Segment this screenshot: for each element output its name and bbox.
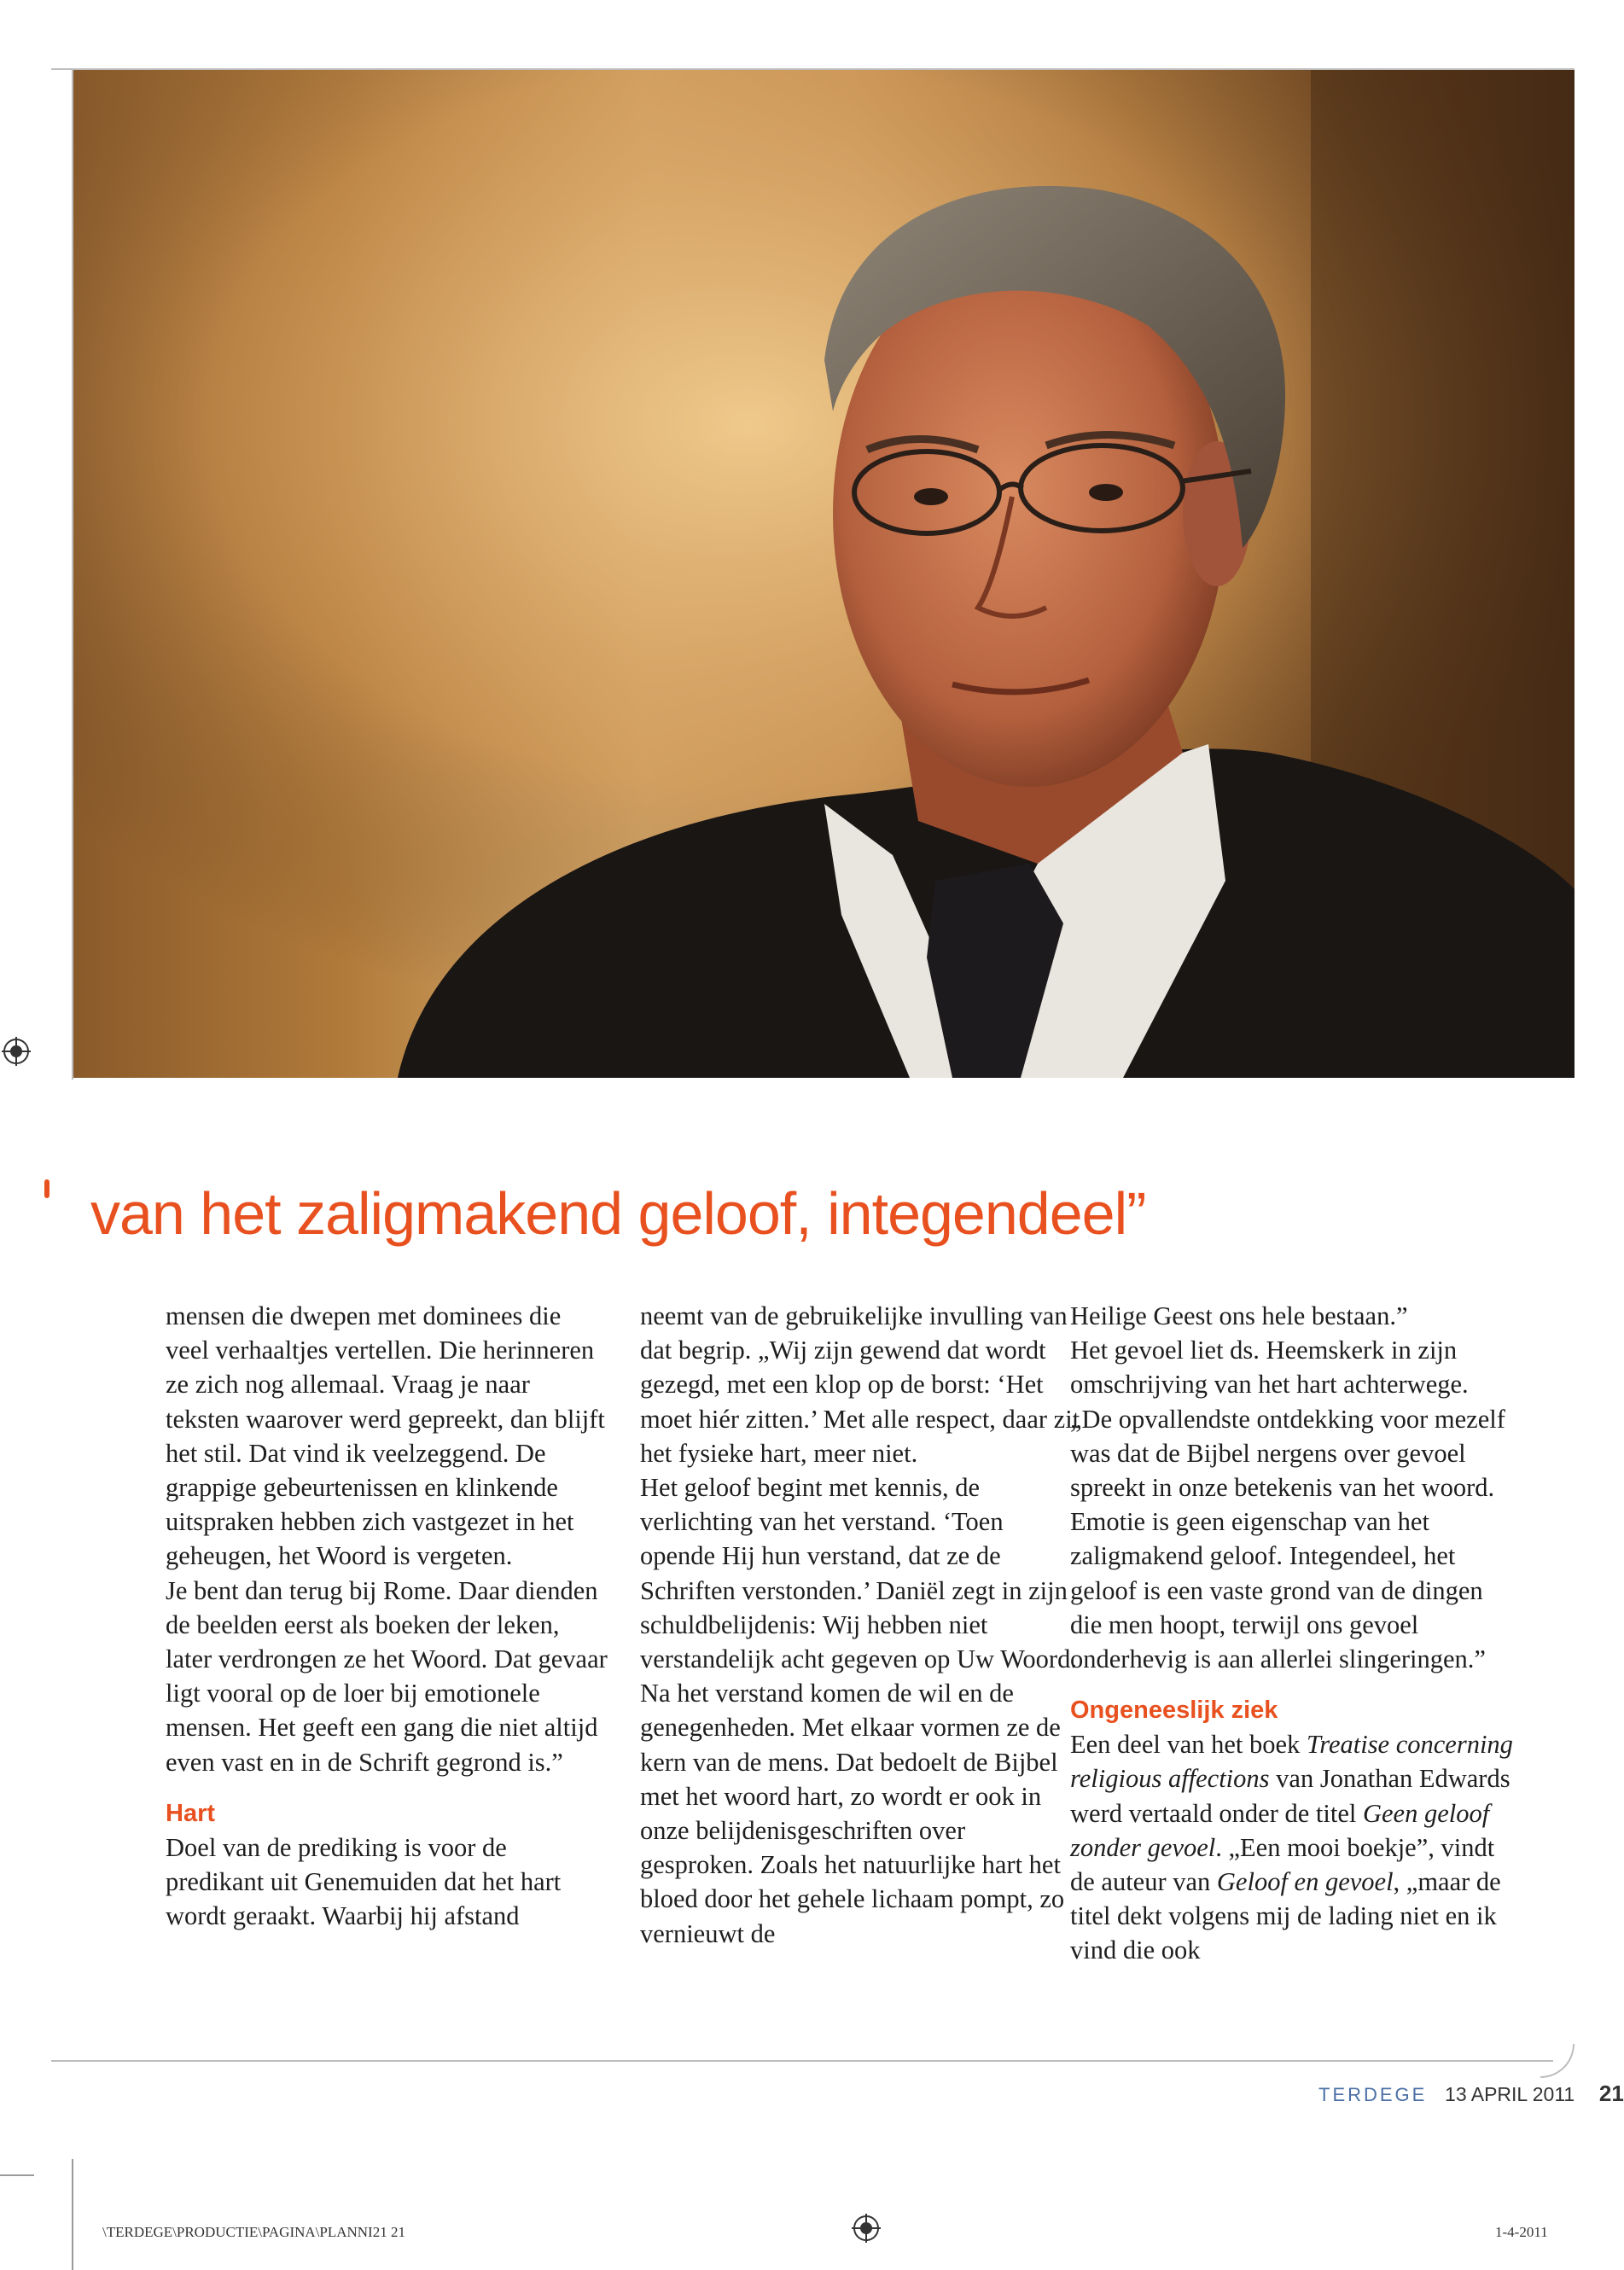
text-run: Een deel van het boek [1070, 1730, 1307, 1760]
portrait-photo [73, 70, 1575, 1078]
text-column-2 [640, 1299, 1084, 1951]
text-run: van Jonathan Edwards werd vertaald onder de titel [1070, 1764, 1510, 1828]
page-frame-corner [1540, 2044, 1575, 2078]
text-column-1 [166, 1299, 609, 1933]
subheading-hart: Hart [166, 1799, 216, 1827]
paragraph: Het gevoel liet ds. Heemskerk in zijn omschrijving van het hart achterwege. „De opvallendste ontdekking voor mezelf was dat de Bijbel nergens over gevoel spreekt in onze betekenis van het woord. Emotie is geen eigenschap van het zaligmakend geloof. Integendeel, het geloof is een vaste grond van de dingen die men hoopt, terwijl ons gevoel onderhevig is aan allerlei slingeringen.” [1070, 1336, 1505, 1674]
book-title: Treatise concerning religious affections [1070, 1730, 1513, 1794]
book-title: Geloof en gevoel [1216, 1867, 1394, 1897]
text-run: . „Een mooi boekje”, vindt de auteur van [1070, 1832, 1495, 1897]
text-run: , „maar de titel dekt volgens mij de lading niet en ik vind die ook [1070, 1867, 1501, 1965]
paragraph: Je bent dan terug bij Rome. Daar dienden de beelden eerst als boeken der leken, later verdrongen ze het Woord. Dat gevaar ligt vooral op de loer bij emotionele mensen. Het geeft een gang die niet altijd even vast en in de Schrift gegrond is.” [166, 1575, 608, 1777]
paragraph: mensen die dwepen met dominees die veel verhaaltjes vertellen. Die herinneren ze zich nog allemaal. Vraag je naar teksten waarover werd gepreekt, dan blijft het stil. Dat vind ik veelzeggend. De grappige gebeurtenissen en klinkende uitspraken hebben zich vastgezet in het geheugen, het Woord is vergeten. [166, 1301, 605, 1571]
paragraph: Heilige Geest ons hele bestaan.” [1070, 1301, 1408, 1330]
paragraph: neemt van de gebruikelijke invulling van dat begrip. „Wij zijn gewend dat wordt gezegd, met een klop op de borst: ‘Het moet hiér zitten.’ Met alle respect, daar zit het fysieke hart, meer niet. [640, 1301, 1080, 1468]
page-number: 21 [1598, 2081, 1624, 2106]
text-column-3 [1070, 1299, 1514, 1968]
portrait-illustration [73, 70, 1575, 1078]
book-title: Geen geloof zonder gevoel [1070, 1798, 1490, 1862]
paragraph [1070, 1727, 1514, 1967]
issue-date: 13 APRIL 2011 [1445, 2083, 1575, 2105]
paragraph: Het geloof begint met kennis, de verlichting van het verstand. ‘Toen opende Hij hun verstand, dat ze de Schriften verstonden.’ Daniël zegt in zijn schuldbelijdenis: Wij hebben niet verstandelijk acht gegeven op Uw Woord. Na het verstand komen de wil en de genegenheden. Met elkaar vormen ze de kern van de mens. Dat bedoelt de Bijbel met het woord hart, zo wordt er ook in onze belijdenisgeschriften over gesproken. Zoals het natuurlijke hart het bloed door het gehele lichaam pompt, zo vernieuwt de [640, 1473, 1077, 1948]
headline: van het zaligmakend geloof, integendeel” [90, 1179, 1146, 1247]
subheading-ongeneeslijk-ziek: Ongeneeslijk ziek [1070, 1697, 1278, 1725]
print-slug-date: 1-4-2011 [1495, 2224, 1548, 2240]
magazine-name: TERDEGE [1318, 2084, 1428, 2105]
print-slug-path: \TERDEGE\PRODUCTIE\PAGINA\PLANNI21 21 [102, 2224, 405, 2240]
registration-mark-icon [852, 2214, 881, 2243]
registration-mark-icon [2, 1037, 31, 1066]
paragraph: Doel van de prediking is voor de predikant uit Genemuiden dat het hart wordt geraakt. Waarbij hij afstand [166, 1832, 562, 1931]
page-frame-bottom [51, 2060, 1553, 2062]
crop-mark-horizontal [0, 2174, 34, 2176]
headline-fragment [44, 1179, 49, 1198]
crop-mark-vertical [72, 2159, 73, 2270]
page-footer [1318, 2081, 1624, 2107]
